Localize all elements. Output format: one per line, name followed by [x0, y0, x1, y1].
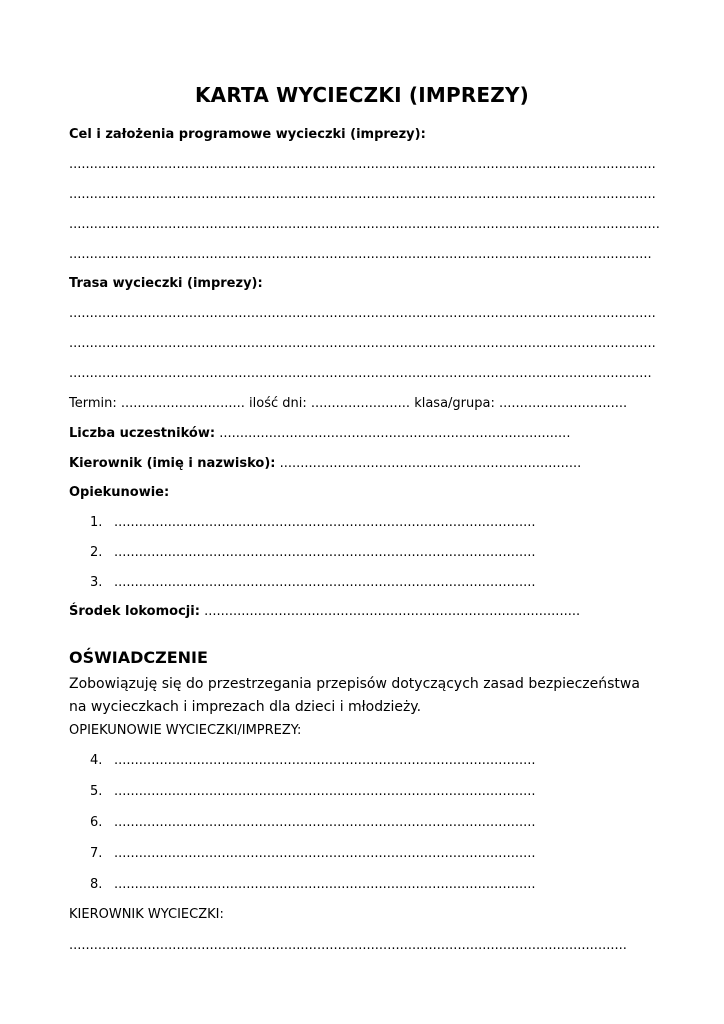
kierownik-row	[69, 455, 581, 473]
trasa-line-1[interactable]: ..............................................................................................................................................	[69, 306, 656, 321]
kierownik-wycieczki-label: KIEROWNIK WYCIECZKI:	[69, 907, 224, 922]
cel-line-2[interactable]: ..............................................................................................................................................	[69, 187, 656, 202]
list-number: 2.	[90, 545, 103, 560]
klasa-grupa-label: klasa/grupa:	[414, 396, 495, 411]
opiekun-sign-4	[90, 752, 536, 770]
opiekun-field-3[interactable]: ......................................................................................................	[114, 575, 536, 590]
list-number: 5.	[90, 784, 103, 799]
trasa-line-3[interactable]: .............................................................................................................................................	[69, 366, 652, 381]
kierownik-field[interactable]: .........................................................................	[279, 456, 582, 471]
opiekun-sign-field-5[interactable]: ......................................................................................................	[114, 784, 536, 799]
klasa-grupa-field[interactable]: ...............................	[499, 396, 628, 411]
list-number: 1.	[90, 515, 103, 530]
ilosc-dni-field[interactable]: ........................	[310, 396, 411, 411]
opiekun-sign-5	[90, 783, 536, 801]
oswiadczenie-text: Zobowiązuję się do przestrzegania przepisów dotyczących zasad bezpieczeństwa na wycieczkach i imprezach dla dzieci i młodzieży.	[69, 676, 640, 715]
cel-line-1[interactable]: ..............................................................................................................................................	[69, 157, 656, 172]
termin-field[interactable]: ..............................	[120, 396, 245, 411]
opiekun-sign-field-7[interactable]: ......................................................................................................	[114, 846, 536, 861]
opiekun-item-3	[90, 574, 536, 592]
kierownik-wycieczki-field[interactable]: .......................................................................................................................................	[69, 938, 627, 953]
page-title: KARTA WYCIECZKI (IMPREZY)	[194, 83, 530, 107]
opiekun-sign-field-6[interactable]: ......................................................................................................	[114, 815, 536, 830]
oswiadczenie-heading: OŚWIADCZENIE	[69, 648, 208, 667]
opiekunowie-wycieczki-label: OPIEKUNOWIE WYCIECZKI/IMPREZY:	[69, 723, 302, 738]
opiekun-sign-7	[90, 845, 536, 863]
opiekun-sign-field-4[interactable]: ......................................................................................................	[114, 753, 536, 768]
opiekun-sign-field-8[interactable]: ......................................................................................................	[114, 877, 536, 892]
liczba-label: Liczba uczestników:	[69, 426, 216, 441]
cel-label: Cel i założenia programowe wycieczki (imprezy):	[69, 127, 426, 142]
opiekunowie-label: Opiekunowie:	[69, 485, 170, 500]
termin-label: Termin:	[69, 396, 117, 411]
cel-line-3[interactable]: ...............................................................................................................................................	[69, 217, 660, 232]
list-number: 6.	[90, 815, 103, 830]
srodek-field[interactable]: ...........................................................................................	[204, 604, 581, 619]
list-number: 8.	[90, 877, 103, 892]
opiekun-field-1[interactable]: ......................................................................................................	[114, 515, 536, 530]
trasa-line-2[interactable]: ..............................................................................................................................................	[69, 336, 656, 351]
termin-row	[69, 395, 627, 413]
ilosc-dni-label: ilość dni:	[249, 396, 307, 411]
liczba-field[interactable]: .....................................................................................	[219, 426, 571, 441]
cel-line-4[interactable]: .............................................................................................................................................	[69, 247, 652, 262]
list-number: 4.	[90, 753, 103, 768]
liczba-row	[69, 425, 570, 443]
opiekun-field-2[interactable]: ......................................................................................................	[114, 545, 536, 560]
srodek-row	[69, 603, 580, 621]
trasa-label: Trasa wycieczki (imprezy):	[69, 276, 263, 291]
opiekun-item-1	[90, 514, 536, 532]
kierownik-label: Kierownik (imię i nazwisko):	[69, 456, 276, 471]
srodek-label: Środek lokomocji:	[69, 604, 200, 619]
list-number: 7.	[90, 846, 103, 861]
opiekun-sign-8	[90, 876, 536, 894]
opiekun-item-2	[90, 544, 536, 562]
list-number: 3.	[90, 575, 103, 590]
opiekun-sign-6	[90, 814, 536, 832]
